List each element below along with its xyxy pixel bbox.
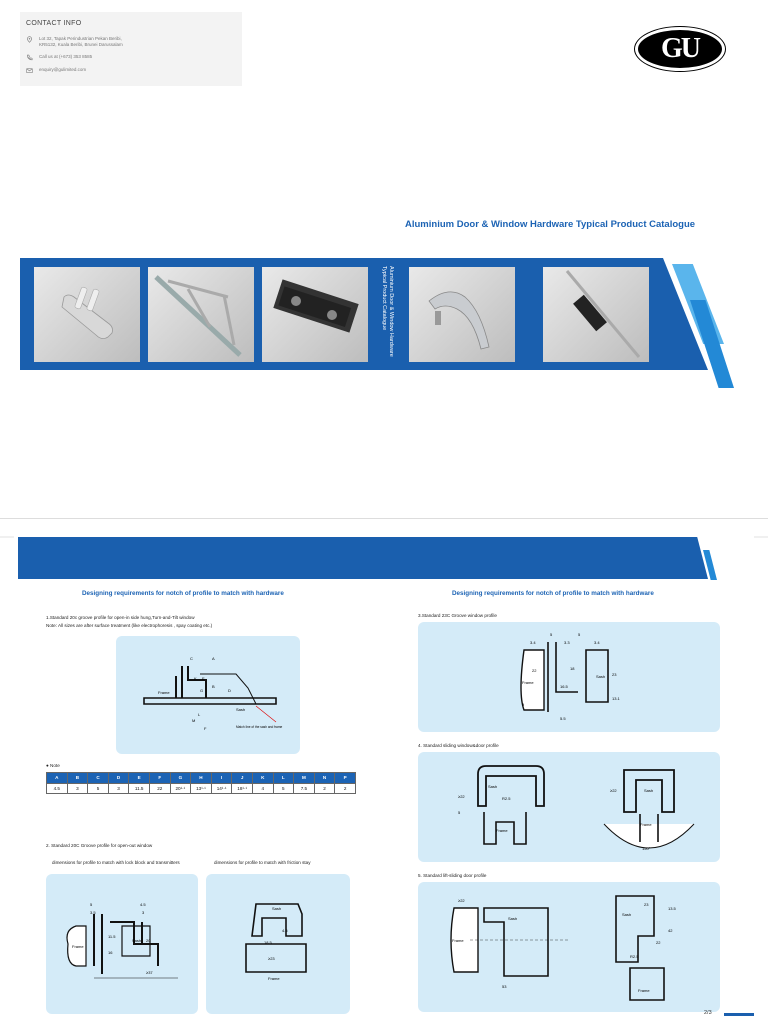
spec-val-c: 5	[88, 783, 109, 794]
d3-v5: 3.3	[564, 640, 570, 645]
d1-frame-label: Frame	[158, 690, 170, 695]
spec-val-j: 18¹·¹	[232, 783, 253, 794]
d1-d: D	[228, 688, 231, 693]
product-photo-friction-stay	[148, 267, 254, 362]
vertical-caption-line1: Aluminium Door & Window Hardware	[388, 266, 394, 357]
contact-email-text: enquiry@gulimited.com	[39, 66, 87, 72]
spec-head-b: B	[67, 773, 88, 784]
spec-head-a: A	[47, 773, 68, 784]
diagram-panel-2a	[46, 874, 198, 1014]
item1-line2: Note: All sizes are after surface treatment (like electrophoresis , spay coating etc.)	[46, 623, 213, 628]
d3-v6: 22	[532, 668, 537, 673]
d3-v12: 9	[522, 702, 525, 707]
d1-e: E	[202, 676, 205, 681]
spec-val-d: 3	[108, 783, 129, 794]
diagram-panel-4	[418, 752, 720, 862]
d5-v2: 53	[502, 984, 507, 989]
d2a-frame: Frame	[72, 944, 84, 949]
location-pin-icon	[26, 36, 33, 43]
d2a-v2: 4.5	[140, 902, 146, 907]
d1-b: B	[212, 684, 215, 689]
d3-v11: 5.5	[560, 716, 566, 721]
logo-oval	[635, 27, 725, 71]
d2b-v2: 4.5	[282, 928, 288, 933]
mail-icon	[26, 67, 33, 74]
spec-val-e: 11.5	[129, 783, 150, 794]
diagram-panel-1	[116, 636, 300, 754]
d2b-v1: 18.5	[264, 940, 272, 945]
contact-title: CONTACT INFO	[26, 20, 82, 27]
d2a-v8: ≥37	[146, 970, 153, 975]
d2b-frame: Frame	[268, 976, 280, 981]
diagram-panel-5	[418, 882, 720, 1012]
spec-head-k: K	[252, 773, 273, 784]
spec-val-p: 2	[335, 783, 356, 794]
d4-sash-2: Sash	[644, 788, 654, 793]
page-two-banner	[18, 537, 696, 579]
contact-phone[interactable]	[26, 54, 236, 61]
d5-sash-2: Sash	[622, 912, 632, 917]
d5-v5: R2.5	[630, 954, 639, 959]
d2a-v6: 16	[108, 950, 113, 955]
page-number-bar	[724, 1013, 754, 1016]
d4-frame: Frame	[496, 828, 508, 833]
phone-icon	[26, 54, 33, 61]
spec-head-g: G	[170, 773, 191, 784]
contact-address	[26, 36, 236, 48]
d4-v3: 5	[458, 810, 461, 815]
spec-val-b: 3	[67, 783, 88, 794]
d2a-v4: 3	[142, 910, 145, 915]
d5-v7: 13.5	[668, 906, 676, 911]
diagram-panel-3	[418, 622, 720, 732]
spec-val-h: 13¹·¹	[191, 783, 212, 794]
d3-v7: 18	[570, 666, 575, 671]
spec-head-i: I	[211, 773, 232, 784]
spec-head-j: J	[232, 773, 253, 784]
d4-v5: 150°	[642, 846, 651, 851]
d4-v1: ≥22	[458, 794, 465, 799]
left-section-heading: Designing requirements for notch of profile to match with hardware	[82, 590, 284, 597]
d1-c: C	[190, 656, 193, 661]
item2-title: 2. Standard 20C Groove profile for open-out window	[46, 843, 153, 848]
product-photo-lock-mechanism	[543, 267, 649, 362]
spec-head-d: D	[108, 773, 129, 784]
d2b-v3: ≥23	[268, 956, 275, 961]
d4-v4: ≥22	[610, 788, 617, 793]
spec-val-i: 14¹·¹	[211, 783, 232, 794]
catalogue-title: Aluminium Door & Window Hardware Typical Product Catalogue	[405, 219, 696, 230]
crop-mark-left	[0, 530, 14, 544]
spec-head-h: H	[191, 773, 212, 784]
crop-mark-right	[754, 530, 768, 544]
d3-sash: Sash	[596, 674, 606, 679]
item3-title: 3.Standard 23C Groove window profile	[418, 613, 497, 618]
d3-v1: 5	[550, 632, 553, 637]
d5-frame: Frame	[452, 938, 464, 943]
right-section-heading: Designing requirements for notch of profile to match with hardware	[452, 590, 654, 597]
spec-head-c: C	[88, 773, 109, 784]
spec-val-l: 5	[273, 783, 294, 794]
d4-v2: R2.5	[502, 796, 511, 801]
spec-val-m: 7.5	[294, 783, 315, 794]
spec-val-g: 20¹·¹	[170, 783, 191, 794]
d3-v9: 16.5	[560, 684, 568, 689]
d2a-v3: 3.5	[90, 910, 96, 915]
d1-match-note: Match line of the sash and frame	[236, 725, 283, 729]
contact-email[interactable]	[26, 67, 236, 74]
d3-v8: 23	[612, 672, 617, 677]
d1-m: M	[192, 718, 196, 723]
company-logo	[604, 12, 756, 86]
d4-frame-2: Frame	[640, 822, 652, 827]
d4-sash: Sash	[488, 784, 498, 789]
spec-head-m: M	[294, 773, 315, 784]
d5-v3: 23	[644, 902, 649, 907]
spec-head-e: E	[129, 773, 150, 784]
product-photo-lever-handle	[409, 267, 515, 362]
d2a-v7: 20	[146, 938, 151, 943]
spec-val-a: 4.5	[47, 783, 68, 794]
spec-head-n: N	[314, 773, 335, 784]
contact-phone-text: Call us at (+673) 353 8585	[39, 53, 93, 59]
d3-v3: 3.4	[530, 640, 536, 645]
product-photo-handle	[34, 267, 140, 362]
d1-g: G	[200, 688, 204, 693]
contact-address-text: Lot 32, Tapak Perindustrian Pekan Beribi, KR5132, Kuala Beribi, Brunei Darussalam	[39, 36, 123, 47]
d2a-v1: 5	[90, 902, 93, 907]
spec-table-row	[47, 783, 356, 794]
spec-head-f: F	[149, 773, 170, 784]
spec-val-f: 22	[149, 783, 170, 794]
spec-head-l: L	[273, 773, 294, 784]
d1-k: K	[194, 676, 197, 681]
note-label: ● Note	[46, 763, 60, 768]
d5-sash: Sash	[508, 916, 518, 921]
d1-sash-label: Sash	[236, 707, 246, 712]
diagram-panel-2b	[206, 874, 350, 1014]
d5-v4: 22	[656, 940, 661, 945]
item2-sub-left: dimensions for profile to match with lock block and transmitters	[52, 860, 180, 865]
d5-frame-2: Frame	[638, 988, 650, 993]
banner-vertical-caption	[376, 264, 400, 364]
d1-f: F	[204, 726, 207, 731]
d1-l: L	[198, 712, 201, 717]
item2-sub-right: dimensions for profile to match with friction stay	[214, 860, 311, 865]
d2b-sash: Sash	[272, 906, 282, 911]
logo-text: GU	[661, 33, 699, 64]
vertical-caption-line2: Typical Product Catalogue	[381, 266, 387, 331]
page-number: 2/3	[704, 1010, 712, 1016]
contact-info-box	[20, 12, 242, 86]
spec-val-k: 4	[252, 783, 273, 794]
spec-table-header	[47, 773, 356, 784]
d5-v1: ≥22	[458, 898, 465, 903]
d3-v10: 13.1	[612, 696, 620, 701]
d3-v4: 3.4	[594, 640, 600, 645]
item5-title: 5. Standard lift-sliding door profile	[418, 873, 487, 878]
d2a-v5: 11.5	[108, 934, 116, 939]
d3-v2: 5	[578, 632, 581, 637]
d2a-sash: Sash	[132, 938, 142, 943]
product-photo-roller	[262, 267, 368, 362]
d5-v6: 42	[668, 928, 673, 933]
item4-title: 4. Standard sliding window&door profile	[418, 743, 499, 748]
item1-line1: 1.Standard 20c groove profile for open-in side hung,Turn-and-Tilt window	[46, 615, 195, 620]
d3-frame: Frame	[522, 680, 534, 685]
d1-a: A	[212, 656, 215, 661]
spec-val-n: 2	[314, 783, 335, 794]
spec-head-p: P	[335, 773, 356, 784]
spec-table	[46, 772, 356, 794]
